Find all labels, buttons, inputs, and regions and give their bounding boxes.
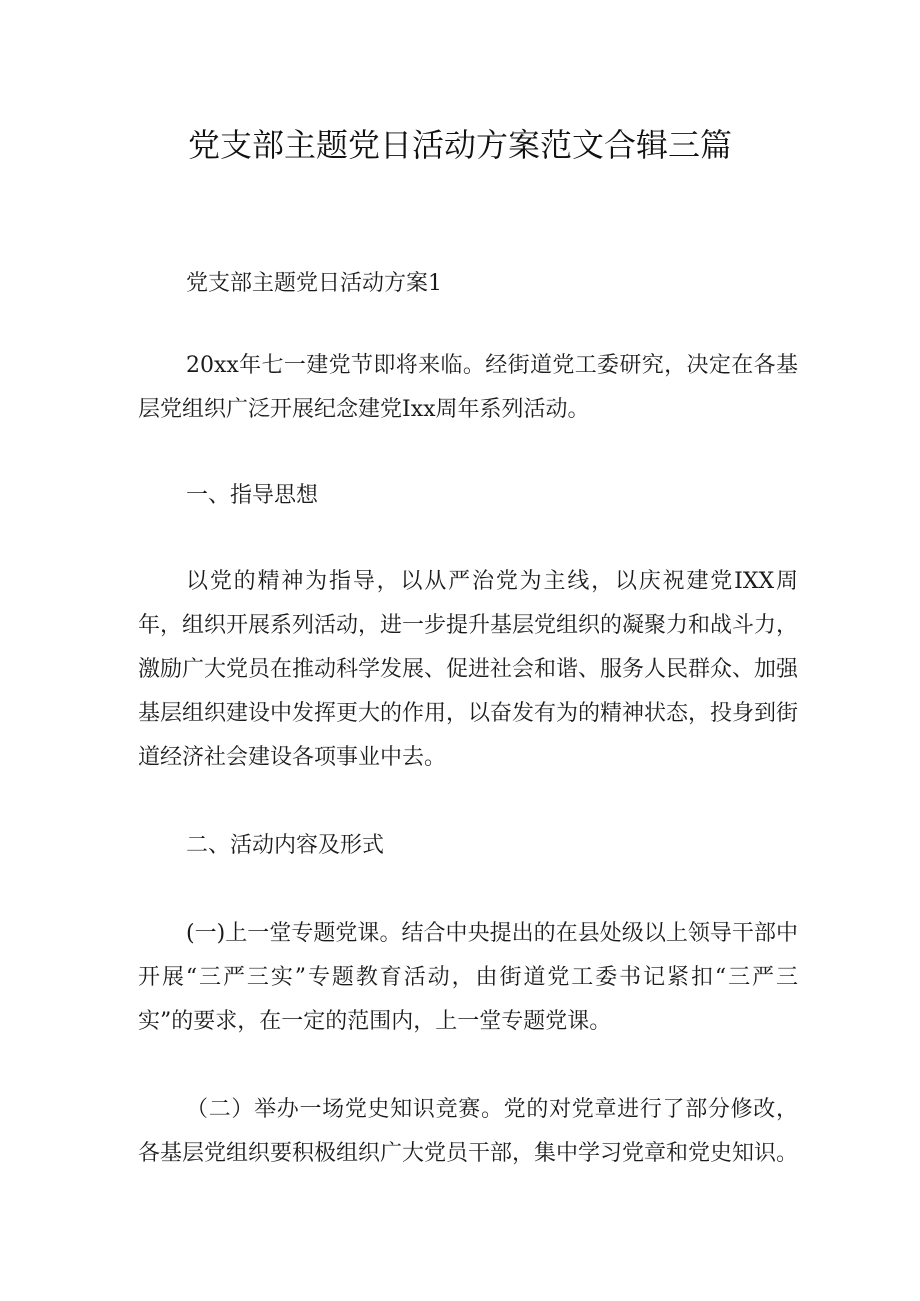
- section-heading-guiding-ideology: 一、指导思想: [186, 483, 319, 508]
- document-title: 党支部主题党日活动方案范文合辑三篇: [187, 126, 732, 164]
- intro-paragraph: 20xx年七一建党节即将来临。经街道党工委研究，决定在各基层党组织广泛开展纪念建党Ixx周年系列活动。: [138, 353, 798, 422]
- document-body: [138, 262, 798, 1176]
- guiding-ideology-paragraph: 以党的精神为指导，以从严治党为主线，以庆祝建党IXX周年，组织开展系列活动，进一步提升基层党组织的凝聚力和战斗力，激励广大党员在推动科学发展、促进社会和谐、服务人民群众、加强基层组织建设中发挥更大的作用，以奋发有为的精神状态，投身到街道经济社会建设各项事业中去。: [138, 569, 799, 770]
- activity-item-knowledge-contest: （二）举办一场党史知识竞赛。党的对党章进行了部分修改，各基层党组织要积极组织广大党员干部，集中学习党章和党史知识。: [138, 1097, 799, 1166]
- subtitle: 党支部主题党日活动方案1: [186, 271, 442, 296]
- activity-item-party-lecture: (一)上一堂专题党课。结合中央提出的在县处级以上领导干部中开展“三严三实”专题教育活动，由街道党工委书记紧扣“三严三实”的要求，在一定的范围内，上一堂专题党课。: [138, 921, 798, 1034]
- section-heading-activity-content: 二、活动内容及形式: [186, 833, 385, 858]
